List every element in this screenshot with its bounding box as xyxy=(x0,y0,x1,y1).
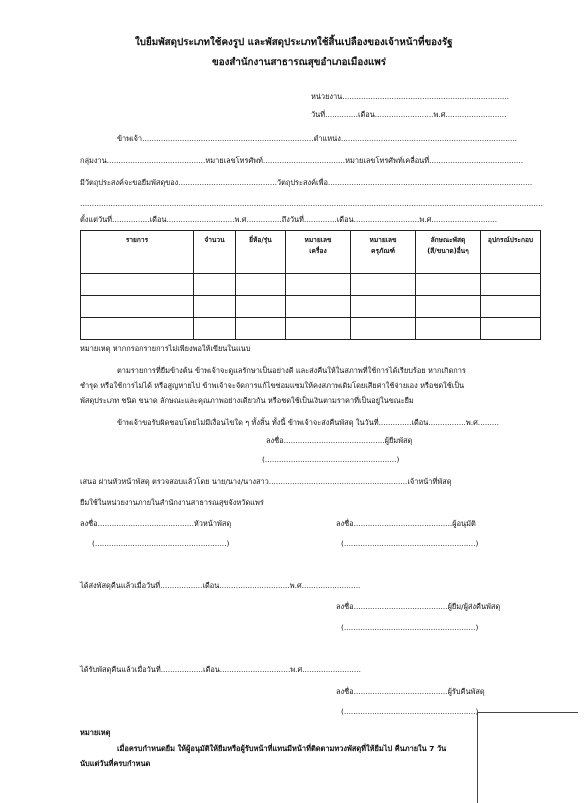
receiver-printed-name[interactable]: (........................................................) xyxy=(341,707,479,716)
table-cell[interactable] xyxy=(481,274,541,296)
table-header-row xyxy=(81,231,541,274)
table-cell[interactable] xyxy=(351,296,416,318)
table-row xyxy=(81,318,541,340)
col-header-characteristics: ลักษณะพัสดุ (สี/ขนาด)อื่นๆ xyxy=(416,231,481,274)
table-cell[interactable] xyxy=(236,318,286,340)
footnote-line2: นับแต่วันที่ครบกำหนด xyxy=(80,759,151,768)
approver-signature-line[interactable]: ลงชื่อ..........................................ผู้อนุมัติ xyxy=(336,519,476,528)
receiver-signature-line[interactable]: ลงชื่อ........................................ผู้รับคืนพัสดุ xyxy=(336,687,485,696)
table-cell[interactable] xyxy=(481,318,541,340)
table-cell[interactable] xyxy=(194,274,236,296)
table-note: หมายเหตุ หากกรอกรายการไม่เพียงพอให้เขียนในแนบ xyxy=(80,344,251,353)
purpose-line[interactable]: มีวัตถุประสงค์จะขอยืมพัสดุของ..........................................วัตถุประสงค์เพื่อ....................................................................................... xyxy=(80,178,533,187)
purpose-continuation-line[interactable]: ..................................................................................................................................................................................................... xyxy=(80,199,543,208)
approver-printed-name[interactable]: (........................................................) xyxy=(341,539,479,548)
table-row xyxy=(81,274,541,296)
department-phone-line[interactable]: กลุ่มงาน..........................................หมายเลขโทรศัพท์...................................หมายเลขโทรศัพท์เคลื่อนที่........................................ xyxy=(80,156,524,165)
terms-paragraph-line2: ชำรุด หรือใช้การไม่ได้ หรือสูญหายไป ข้าพเจ้าจะจัดการแก้ไขซ่อมแซมให้คงสภาพเดิมโดยเสียค่าใช้จ่ายเอง หรือชดใช้เป็น xyxy=(80,381,465,390)
col-header-brand-model: ยี่ห้อ/รุ่น xyxy=(236,231,286,274)
table-cell[interactable] xyxy=(416,296,481,318)
terms-paragraph-line3: พัสดุประเภท ชนิด ขนาด ลักษณะและคุณภาพอย่างเดียวกัน หรือชดใช้เป็นเงินตามราคาที่เป็นอยู่ในขณะยืม xyxy=(80,396,414,405)
footnote-line1: เมื่อครบกำหนดยืม ให้ผู้อนุมัติให้ยืมหรือผู้รับหน้าที่แทนมีหน้าที่ติดตามทวงพัสดุที่ให้ยืมไป คืนภายใน 7 วัน xyxy=(117,744,447,753)
table-row xyxy=(81,296,541,318)
return-date-line[interactable]: ข้าพเจ้าขอรับผิดชอบโดยไม่มีเงื่อนไขใด ๆ ทั้งสิ้น ทั้งนี้ ข้าพเจ้าจะส่งคืนพัสดุ ในวันที่..............เดือน................พ.ศ......... xyxy=(117,418,499,427)
col-header-item: รายการ xyxy=(81,231,194,274)
table-cell[interactable] xyxy=(194,318,236,340)
col-header-serial-number: หมายเลข เครื่อง xyxy=(286,231,351,274)
terms-paragraph-line1: ตามรายการที่ยืมข้างต้น ข้าพเจ้าจะดูแลรักษาเป็นอย่างดี และส่งคืนให้ในสภาพที่ใช้การได้เรียบร้อย หากเกิดการ xyxy=(117,366,466,375)
form-title-line2: ของสำนักงานสาธารณสุขอำเภอเมืองแพร่ xyxy=(212,57,387,68)
head-supply-printed-name[interactable]: (........................................................) xyxy=(92,539,230,548)
borrow-period-line[interactable]: ตั้งแต่วันที่................เดือน.............................พ.ศ...............ถึงวันที่..............เดือน............................พ.ศ............................ xyxy=(80,215,498,224)
propose-line[interactable]: เสนอ ผ่านหัวหน้าพัสดุ ตรวจสอบแล้วโดย นาย/นาง/นางสาว...........................................................เจ้าหน้าที่พัสดุ xyxy=(80,477,452,486)
table-cell[interactable] xyxy=(236,274,286,296)
propose-purpose-line: ยืมใช้ในหน่วยงานภายในสำนักงานสาธารณสุขจังหวัดแพร่ xyxy=(80,498,264,507)
table-cell[interactable] xyxy=(481,296,541,318)
table-cell[interactable] xyxy=(194,296,236,318)
col-header-quantity: จำนวน xyxy=(194,231,236,274)
table-cell[interactable] xyxy=(81,318,194,340)
footnote-label: หมายเหตุ xyxy=(80,728,111,737)
col-header-asset-number: หมายเลข ครุภัณฑ์ xyxy=(351,231,416,274)
table-cell[interactable] xyxy=(286,274,351,296)
table-cell[interactable] xyxy=(416,274,481,296)
borrower-signature-line[interactable]: ลงชื่อ...........................................ผู้ยืมพัสดุ xyxy=(266,436,413,445)
table-cell[interactable] xyxy=(81,274,194,296)
borrower-name-position-line[interactable]: ข้าพเจ้า.........................................................................ตำแหน่ง........................................................................... xyxy=(117,134,518,143)
head-supply-signature-line[interactable]: ลงชื่อ.........................................หัวหน้าพัสดุ xyxy=(80,519,232,528)
received-date-line[interactable]: ได้รับพัสดุคืนแล้วเมื่อวันที่..................เดือน..............................พ.ศ......................... xyxy=(80,665,361,674)
date-field[interactable]: วันที่..............เดือน.........................พ.ศ.......................... xyxy=(311,110,507,119)
table-cell[interactable] xyxy=(351,274,416,296)
borrower-printed-name[interactable]: (........................................................) xyxy=(262,455,400,464)
table-cell[interactable] xyxy=(236,296,286,318)
returner-signature-line[interactable]: ลงชื่อ........................................ผู้ยืม/ผู้ส่งคืนพัสดุ xyxy=(336,602,501,611)
items-table xyxy=(80,230,541,340)
returned-date-line[interactable]: ได้ส่งพัสดุคืนแล้วเมื่อวันที่..................เดือน..............................พ.ศ......................... xyxy=(80,581,361,590)
returner-printed-name[interactable]: (........................................................) xyxy=(341,623,479,632)
table-cell[interactable] xyxy=(416,318,481,340)
table-cell[interactable] xyxy=(286,318,351,340)
table-cell[interactable] xyxy=(351,318,416,340)
form-title-line1: ใบยืมพัสดุประเภทใช้คงรูป และพัสดุประเภทใช้สิ้นเปลืองของเจ้าหน้าที่ของรัฐ xyxy=(135,37,453,48)
corner-frame xyxy=(477,712,578,803)
table-cell[interactable] xyxy=(286,296,351,318)
col-header-accessories: อุปกรณ์ประกอบ xyxy=(481,231,541,274)
unit-field[interactable]: หน่วยงาน....................................................................... xyxy=(311,92,510,101)
table-cell[interactable] xyxy=(81,296,194,318)
